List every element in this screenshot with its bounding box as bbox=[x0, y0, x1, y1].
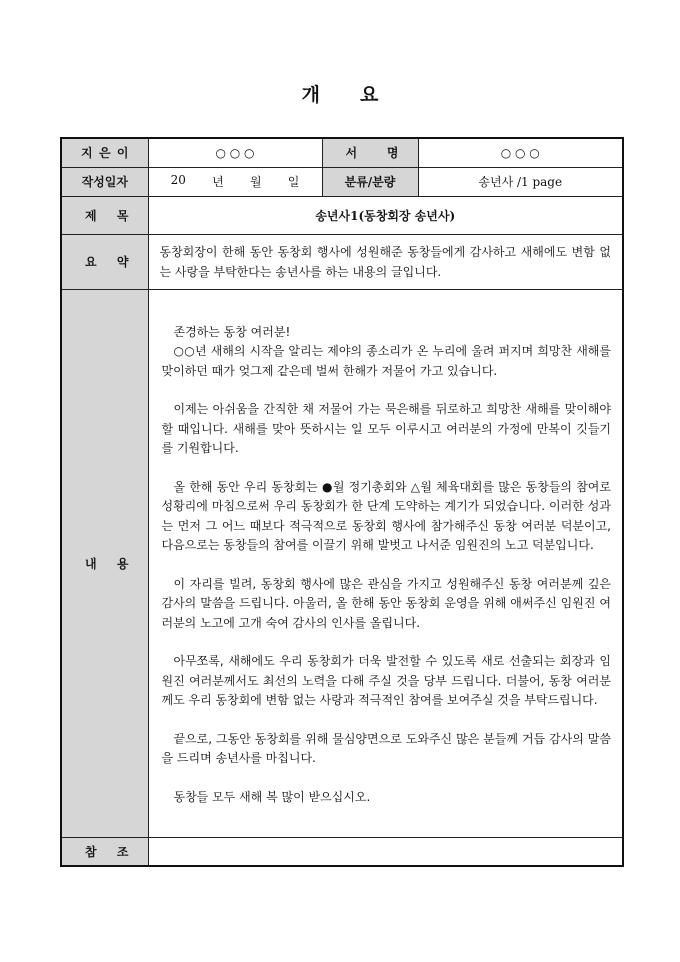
book-title-value: ○ ○ ○ bbox=[418, 138, 623, 167]
row-summary bbox=[61, 234, 623, 289]
content-paragraph-2: ○○년 새해의 시작을 알리는 제야의 종소리가 온 누리에 울려 퍼지며 희망찬 새해를 맞이하던 때가 엊그제 같은데 벌써 한해가 저물어 가고 있습니다. bbox=[161, 344, 611, 378]
subject-label: 제 목 bbox=[61, 196, 148, 234]
reference-value bbox=[148, 837, 623, 866]
page-title bbox=[0, 80, 680, 107]
category-label: 분류/분량 bbox=[322, 167, 418, 196]
content-paragraph-8: 동창들 모두 새해 복 많이 받으십시오. bbox=[173, 789, 371, 804]
row-content bbox=[61, 289, 623, 837]
content-paragraph-3: 이제는 아쉬움을 간직한 채 저물어 가는 묵은해를 뒤로하고 희망찬 새해를 맞이해야 할 때입니다. 새해를 맞아 뜻하시는 일 모두 이루시고 여러분의 가정에 만복이 깃들기를 기원합니다. bbox=[161, 402, 611, 456]
page-title-part-1: 개 bbox=[301, 84, 320, 106]
row-subject bbox=[61, 196, 623, 234]
reference-label: 참 조 bbox=[61, 837, 148, 866]
summary-label: 요 약 bbox=[61, 234, 148, 289]
page-title-part-2: 요 bbox=[360, 84, 379, 106]
category-value: 송년사 /1 page bbox=[418, 167, 623, 196]
row-date bbox=[61, 167, 623, 196]
content-label: 내 용 bbox=[61, 289, 148, 837]
row-author bbox=[61, 138, 623, 167]
content-value bbox=[148, 289, 623, 837]
book-title-label: 서 명 bbox=[322, 138, 418, 167]
row-reference bbox=[61, 837, 623, 866]
content-paragraph-1: 존경하는 동창 여러분! bbox=[173, 324, 291, 339]
author-value: ○ ○ ○ bbox=[148, 138, 322, 167]
content-paragraph-7: 끝으로, 그동안 동창회를 위해 물심양면으로 도와주신 많은 분들께 거듭 감사의 말씀을 드리며 송년사를 마칩니다. bbox=[161, 731, 611, 766]
content-paragraph-4: 올 한해 동안 우리 동창회는 ●월 정기총회와 △월 체육대회를 많은 동창들의 참여로 성황리에 마침으로써 우리 동창회가 한 단계 도약하는 계기가 되었습니다. 이러한 성과는 먼저 그 어느 때보다 적극적으로 동창회 행사에 참가해주신 동창 여러분 덕분이고, 다음으로는 동창들의 참여를 이끌기 위해 발벗고 나서준 임원진의 노고 덕분입니다. bbox=[161, 479, 611, 553]
content-paragraph-6: 아무쪼록, 새해에도 우리 동창회가 더욱 발전할 수 있도록 새로 선출되는 회장과 임원진 여러분께서도 최선의 노력을 다해 주실 것을 당부 드립니다. 더불어, 동창 여러분께도 우리 동창회에 변함 없는 사랑과 적극적인 참여를 보여주실 것을 부탁드립니다. bbox=[161, 654, 611, 708]
summary-value: 동창회장이 한해 동안 동창회 행사에 성원해준 동창들에게 감사하고 새해에도 변함 없는 사랑을 부탁한다는 송년사를 하는 내용의 글입니다. bbox=[148, 234, 623, 289]
date-label: 작성일자 bbox=[61, 167, 148, 196]
date-value: 20 년 월 일 bbox=[148, 167, 322, 196]
content-paragraph-5: 이 자리를 빌려, 동창회 행사에 많은 관심을 가지고 성원해주신 동창 여러분께 깊은 감사의 말씀을 드립니다. 아울러, 올 한해 동안 동창회 운영을 위해 애써주신 임원진 여러분의 노고에 고개 숙여 감사의 인사를 올립니다. bbox=[161, 576, 611, 630]
author-label: 지 은 이 bbox=[61, 138, 148, 167]
subject-value: 송년사1(동창회장 송년사) bbox=[148, 196, 623, 234]
overview-form-table bbox=[60, 137, 624, 867]
